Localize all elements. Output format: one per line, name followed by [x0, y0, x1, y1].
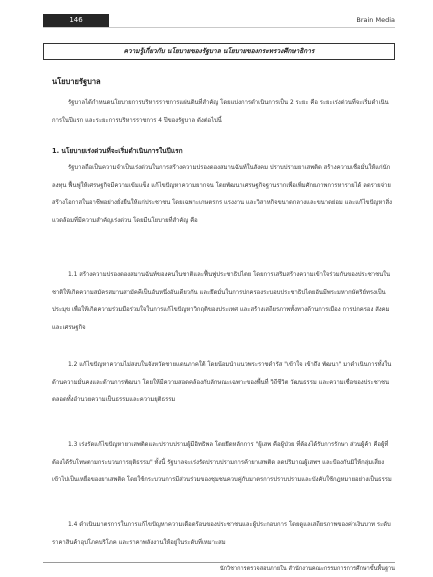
footer-divider: [43, 562, 395, 563]
paragraph-1-4: 1.4 ดำเนินมาตรการในการแก้ไขปัญหาความเดือดร้อนของประชาชนและผู้ประกอบการ โดยดูแลเสถียรภาพของค่าเงินบาท ระดับราคาสินค้าอุปโภคบริโภค และราคาพลังงานให้อยู่ในระดับที่เหมาะสม: [52, 522, 391, 546]
paragraph-overview: รัฐบาลถือเป็นความจำเป็นเร่งด่วนในการสร้างความปรองดองสมานฉันท์ในสังคม ปราบปรามยาเสพติด สร้างความเชื่อมั่นให้แก่นักลงทุน ฟื้นฟูให้เศรษฐกิจมีความเข้มแข็ง แก้ไขปัญหาความยากจน โดยพัฒนาเศรษฐกิจฐานรากเพื่อเพิ่มศักยภาพการหารายได้ ลดรายจ่าย สร้างโอกาสในอาชีพอย่างยั่งยืนให้แก่ประชาชน โดยเฉพาะเกษตรกร แรงงาน และวิสาหกิจขนาดกลางและขนาดย่อม และแก้ไขปัญหาสิ่งแวดล้อมที่มีความสำคัญเร่งด่วน โดยมีนโยบายที่สำคัญ คือ: [52, 165, 392, 224]
publisher-brand: Brain Media: [356, 16, 395, 24]
page-header: [43, 14, 395, 28]
page-number: 146: [43, 14, 109, 27]
intro-paragraph: รัฐบาลได้กำหนดนโยบายการบริหารราชการแผ่นดินที่สำคัญ โดยแบ่งการดำเนินการเป็น 2 ระยะ คือ ระยะเร่งด่วนที่จะเริ่มดำเนินการในปีแรก และระยะการบริหารราชการ 4 ปีของรัฐบาล ดังต่อไปนี้: [52, 100, 389, 124]
paragraph-1-3: 1.3 เร่งรัดแก้ไขปัญหายาเสพติดและปราบปรามผู้มีอิทธิพล โดยยึดหลักการ "ผู้เสพ คือผู้ป่วย ที่ต้องได้รับการรักษา ส่วนผู้ค้า คือผู้ที่ต้องได้รับโทษตามกระบวนการยุติธรรม" ทั้งนี้ รัฐบาลจะเร่งรัดปราบปรามการค้ายาเสพติด ลดปริมาณผู้เสพฯ และป้องกันมิให้กลุ่มเสี่ยงเข้าไปเป็นเหยื่อของยาเสพติด โดยใช้กระบวนการมีส่วนร่วมของชุมชนควบคู่กับมาตรการปราบปรามและบังคับใช้กฎหมายอย่างเป็นธรรม: [52, 442, 392, 483]
subsection-heading: 1. นโยบายเร่งด่วนที่จะเริ่มดำเนินการในปีแรก: [52, 147, 183, 155]
page-title: ความรู้เกี่ยวกับ นโยบายของรัฐบาล นโยบายของกระทรวงศึกษาธิการ: [43, 43, 395, 60]
section-heading: นโยบายรัฐบาล: [52, 77, 101, 86]
paragraph-1-1: 1.1 สร้างความปรองดองสมานฉันท์ของคนในชาติและฟื้นฟูประชาธิปไตย โดยการเสริมสร้างความเข้าใจร่วมกันของประชาชนในชาติให้เกิดความสมัครสมานสามัคคีเป็นอันหนึ่งอันเดียวกัน และยึดมั่นในการปกครองระบอบประชาธิปไตยอันมีพระมหากษัตริย์ทรงเป็นประมุข เพื่อให้เกิดความร่วมมือร่วมใจในการแก้ไขปัญหาวิกฤติของประเทศ และสร้างเสถียรภาพทั้งทางด้านการเมือง การปกครอง สังคม และเศรษฐกิจ: [52, 272, 390, 331]
page-footer: นักวิชาการตรวจสอบภายใน สำนักงานคณะกรรมการการศึกษาขั้นพื้นฐาน: [219, 566, 395, 572]
paragraph-1-2: 1.2 แก้ไขปัญหาความไม่สงบในจังหวัดชายแดนภาคใต้ โดยน้อมนำแนวพระราชดำรัส "เข้าใจ เข้าถึง พัฒนา" มาดำเนินการทั้งในด้านความมั่นคงและด้านการพัฒนา โดยให้มีความสอดคล้องกับลักษณะเฉพาะของพื้นที่ วิถีชีวิต วัฒนธรรม และความเชื่อของประชาชน ตลอดทั้งอำนวยความเป็นธรรมและความยุติธรรม: [52, 362, 392, 403]
